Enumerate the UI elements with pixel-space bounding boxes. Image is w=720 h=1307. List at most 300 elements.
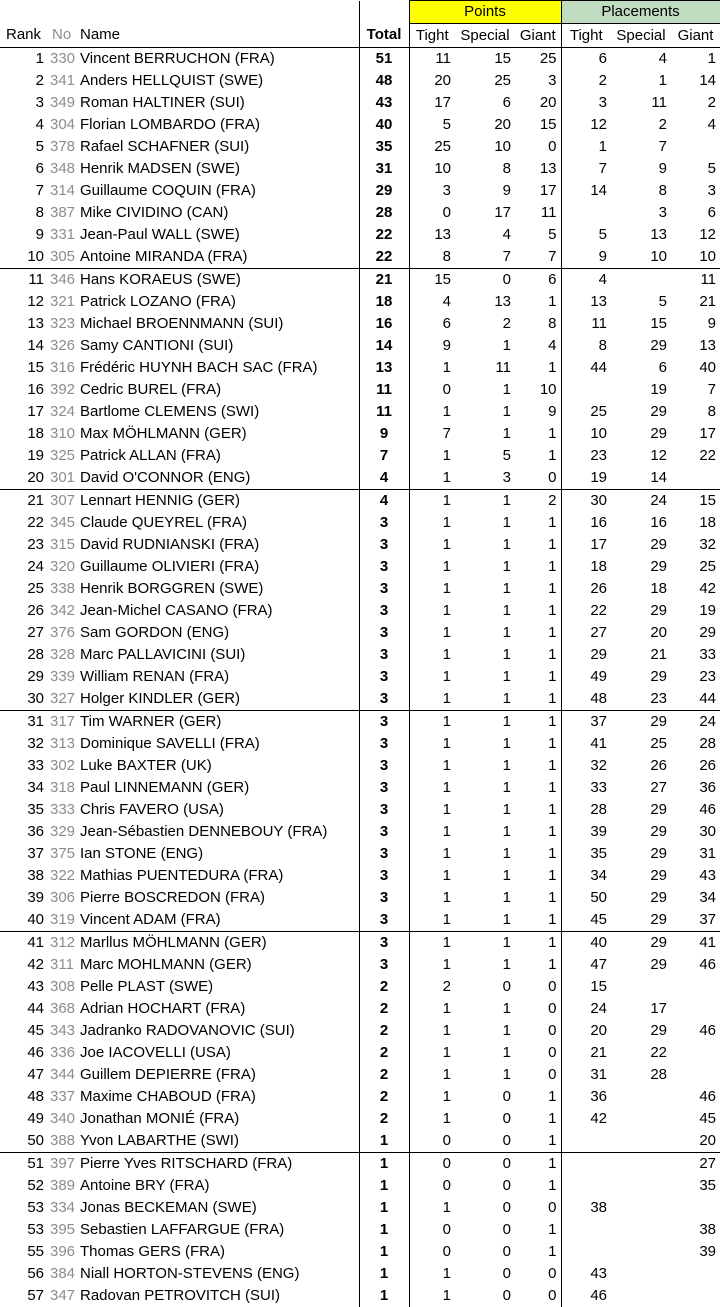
points-giant-cell: 3: [515, 70, 561, 92]
name-cell: Hans KORAEUS (SWE): [80, 269, 359, 292]
points-special-cell: 1: [455, 578, 515, 600]
name-cell: Paul LINNEMANN (GER): [80, 777, 359, 799]
placements-giant-cell: 19: [671, 600, 720, 622]
points-tight-cell: 1: [409, 490, 455, 513]
start-number-cell: 308: [48, 976, 80, 998]
placements-special-cell: 3: [611, 202, 671, 224]
name-cell: Guillaume OLIVIERI (FRA): [80, 556, 359, 578]
total-cell: 1: [359, 1263, 409, 1285]
points-special-cell: 1: [455, 556, 515, 578]
total-cell: 4: [359, 490, 409, 513]
points-tight-cell: 1: [409, 1285, 455, 1307]
points-tight-cell: 1: [409, 1064, 455, 1086]
placements-giant-cell: 12: [671, 224, 720, 246]
placements-special-cell: 29: [611, 954, 671, 976]
points-special-cell: 10: [455, 136, 515, 158]
name-cell: Maxime CHABOUD (FRA): [80, 1086, 359, 1108]
points-special-cell: 1: [455, 622, 515, 644]
placements-giant-cell: 28: [671, 733, 720, 755]
total-cell: 2: [359, 1020, 409, 1042]
placements-giant-cell: 14: [671, 70, 720, 92]
points-giant-cell: 1: [515, 291, 561, 313]
placements-tight-cell: 40: [561, 932, 611, 955]
table-row: [0, 490, 720, 513]
total-cell: 4: [359, 467, 409, 490]
points-tight-cell: 9: [409, 335, 455, 357]
placements-tight-cell: 5: [561, 224, 611, 246]
points-giant-cell: 1: [515, 1175, 561, 1197]
rank-cell: 39: [0, 887, 48, 909]
points-special-cell: 1: [455, 932, 515, 955]
points-special-cell: 20: [455, 114, 515, 136]
points-special-cell: 9: [455, 180, 515, 202]
start-number-cell: 324: [48, 401, 80, 423]
results-body: [0, 48, 720, 1307]
start-number-cell: 395: [48, 1219, 80, 1241]
points-giant-cell: 1: [515, 622, 561, 644]
total-cell: 3: [359, 556, 409, 578]
points-tight-cell: 1: [409, 1197, 455, 1219]
table-row: [0, 136, 720, 158]
points-group-header: Points: [409, 1, 561, 24]
name-cell: Ian STONE (ENG): [80, 843, 359, 865]
points-tight-cell: 15: [409, 269, 455, 292]
rank-cell: 53: [0, 1197, 48, 1219]
points-special-cell: 1: [455, 909, 515, 932]
start-number-cell: 388: [48, 1130, 80, 1153]
placements-tight-cell: 34: [561, 865, 611, 887]
total-cell: 2: [359, 1064, 409, 1086]
start-number-cell: 321: [48, 291, 80, 313]
table-row: [0, 1285, 720, 1307]
points-giant-cell: 9: [515, 401, 561, 423]
placements-giant-cell: 46: [671, 799, 720, 821]
points-special-cell: 4: [455, 224, 515, 246]
group-header-row: [0, 1, 720, 24]
points-tight-cell: 1: [409, 467, 455, 490]
total-cell: 3: [359, 534, 409, 556]
points-giant-cell: 1: [515, 666, 561, 688]
table-row: [0, 799, 720, 821]
name-cell: Henrik MADSEN (SWE): [80, 158, 359, 180]
table-row: [0, 1020, 720, 1042]
start-number-cell: 318: [48, 777, 80, 799]
total-cell: 31: [359, 158, 409, 180]
points-giant-cell: 1: [515, 1108, 561, 1130]
placements-special-cell: [611, 1241, 671, 1263]
table-row: [0, 821, 720, 843]
total-cell: 3: [359, 688, 409, 711]
placements-tight-cell: 25: [561, 401, 611, 423]
points-special-cell: 1: [455, 998, 515, 1020]
points-giant-cell: 1: [515, 688, 561, 711]
placements-tight-cell: 31: [561, 1064, 611, 1086]
rank-cell: 21: [0, 490, 48, 513]
rank-cell: 40: [0, 909, 48, 932]
table-row: [0, 423, 720, 445]
rank-cell: 12: [0, 291, 48, 313]
start-number-cell: 330: [48, 48, 80, 71]
placements-special-cell: 21: [611, 644, 671, 666]
points-tight-cell: 0: [409, 202, 455, 224]
table-row: [0, 998, 720, 1020]
rank-cell: 46: [0, 1042, 48, 1064]
rank-cell: 55: [0, 1241, 48, 1263]
points-tight-cell: 1: [409, 357, 455, 379]
total-cell: 43: [359, 92, 409, 114]
rank-cell: 38: [0, 865, 48, 887]
table-row: [0, 467, 720, 490]
name-cell: Vincent ADAM (FRA): [80, 909, 359, 932]
placements-giant-cell: 40: [671, 357, 720, 379]
rank-cell: 52: [0, 1175, 48, 1197]
name-header: Name: [80, 24, 359, 48]
points-special-cell: 1: [455, 401, 515, 423]
points-tight-cell: 20: [409, 70, 455, 92]
table-row: [0, 445, 720, 467]
points-giant-cell: 0: [515, 1263, 561, 1285]
table-row: [0, 269, 720, 292]
table-row: [0, 202, 720, 224]
placements-giant-cell: 42: [671, 578, 720, 600]
points-giant-cell: 1: [515, 1086, 561, 1108]
points-giant-cell: 8: [515, 313, 561, 335]
placements-tight-cell: 37: [561, 711, 611, 734]
points-giant-cell: 0: [515, 998, 561, 1020]
rank-cell: 53: [0, 1219, 48, 1241]
placements-group-header: Placements: [561, 1, 720, 24]
points-special-cell: 8: [455, 158, 515, 180]
points-giant-cell: 1: [515, 909, 561, 932]
points-tight-cell: 1: [409, 1042, 455, 1064]
placements-giant-cell: 23: [671, 666, 720, 688]
points-tight-cell: 1: [409, 909, 455, 932]
points-tight-cell: 17: [409, 92, 455, 114]
placements-giant-cell: [671, 976, 720, 998]
points-tight-cell: 1: [409, 777, 455, 799]
points-giant-cell: 1: [515, 799, 561, 821]
points-special-cell: 1: [455, 821, 515, 843]
total-cell: 3: [359, 777, 409, 799]
start-number-cell: 310: [48, 423, 80, 445]
placements-special-cell: 10: [611, 246, 671, 269]
points-giant-cell: 1: [515, 755, 561, 777]
points-special-cell: 1: [455, 777, 515, 799]
name-cell: Pierre Yves RITSCHARD (FRA): [80, 1153, 359, 1176]
name-cell: Lennart HENNIG (GER): [80, 490, 359, 513]
total-cell: 2: [359, 998, 409, 1020]
points-giant-cell: 1: [515, 777, 561, 799]
start-number-cell: 312: [48, 932, 80, 955]
points-tight-cell: 0: [409, 1130, 455, 1153]
points-tight-cell: 1: [409, 666, 455, 688]
points-tight-cell: 1: [409, 600, 455, 622]
placements-giant-cell: 24: [671, 711, 720, 734]
placements-tight-cell: [561, 1130, 611, 1153]
rank-cell: 8: [0, 202, 48, 224]
placements-tight-cell: 38: [561, 1197, 611, 1219]
placements-giant-cell: 39: [671, 1241, 720, 1263]
points-giant-cell: 1: [515, 445, 561, 467]
points-tight-cell: 1: [409, 1108, 455, 1130]
placements-giant-cell: 32: [671, 534, 720, 556]
rank-cell: 11: [0, 269, 48, 292]
total-cell: 3: [359, 666, 409, 688]
name-cell: Radovan PETROVITCH (SUI): [80, 1285, 359, 1307]
name-cell: Tim WARNER (GER): [80, 711, 359, 734]
start-number-cell: 316: [48, 357, 80, 379]
placements-tight-cell: [561, 1153, 611, 1176]
placements-tight-cell: 50: [561, 887, 611, 909]
placements-special-cell: [611, 1285, 671, 1307]
points-giant-cell: 6: [515, 269, 561, 292]
points-special-header: Special: [455, 24, 515, 48]
placements-giant-cell: 29: [671, 622, 720, 644]
start-number-cell: 392: [48, 379, 80, 401]
total-cell: 3: [359, 799, 409, 821]
points-special-cell: 13: [455, 291, 515, 313]
points-giant-cell: 15: [515, 114, 561, 136]
points-special-cell: 0: [455, 1197, 515, 1219]
total-cell: 16: [359, 313, 409, 335]
points-special-cell: 1: [455, 534, 515, 556]
total-cell: 18: [359, 291, 409, 313]
table-row: [0, 401, 720, 423]
placements-tight-cell: 19: [561, 467, 611, 490]
name-cell: Florian LOMBARDO (FRA): [80, 114, 359, 136]
name-cell: Claude QUEYREL (FRA): [80, 512, 359, 534]
points-tight-cell: 1: [409, 755, 455, 777]
placements-tight-cell: 49: [561, 666, 611, 688]
rank-cell: 17: [0, 401, 48, 423]
points-giant-cell: 1: [515, 556, 561, 578]
placements-special-cell: [611, 1263, 671, 1285]
placements-special-cell: 5: [611, 291, 671, 313]
start-number-cell: 397: [48, 1153, 80, 1176]
points-tight-cell: 0: [409, 1241, 455, 1263]
total-cell: 2: [359, 1042, 409, 1064]
placements-special-cell: 28: [611, 1064, 671, 1086]
table-row: [0, 622, 720, 644]
name-cell: Michael BROENNMANN (SUI): [80, 313, 359, 335]
points-special-cell: 3: [455, 467, 515, 490]
points-special-cell: 1: [455, 711, 515, 734]
rank-cell: 56: [0, 1263, 48, 1285]
placements-giant-cell: 9: [671, 313, 720, 335]
placements-special-cell: 17: [611, 998, 671, 1020]
rank-cell: 15: [0, 357, 48, 379]
start-number-cell: 306: [48, 887, 80, 909]
placements-special-cell: [611, 1108, 671, 1130]
placements-tight-cell: 21: [561, 1042, 611, 1064]
table-row: [0, 644, 720, 666]
table-row: [0, 379, 720, 401]
placements-tight-cell: 11: [561, 313, 611, 335]
placements-giant-cell: 30: [671, 821, 720, 843]
start-number-cell: 396: [48, 1241, 80, 1263]
start-number-cell: 368: [48, 998, 80, 1020]
rank-cell: 7: [0, 180, 48, 202]
total-cell: 11: [359, 379, 409, 401]
placements-tight-cell: 3: [561, 92, 611, 114]
placements-giant-cell: 46: [671, 954, 720, 976]
rank-cell: 51: [0, 1153, 48, 1176]
points-tight-cell: 8: [409, 246, 455, 269]
points-special-cell: 1: [455, 644, 515, 666]
rank-cell: 50: [0, 1130, 48, 1153]
points-tight-cell: 1: [409, 622, 455, 644]
points-tight-cell: 6: [409, 313, 455, 335]
points-special-cell: 0: [455, 1086, 515, 1108]
placements-giant-cell: 44: [671, 688, 720, 711]
points-giant-cell: 1: [515, 578, 561, 600]
points-giant-cell: 1: [515, 932, 561, 955]
placements-tight-cell: [561, 1175, 611, 1197]
rank-cell: 10: [0, 246, 48, 269]
name-cell: David O'CONNOR (ENG): [80, 467, 359, 490]
table-row: [0, 711, 720, 734]
placements-special-cell: 24: [611, 490, 671, 513]
placements-tight-cell: 48: [561, 688, 611, 711]
points-giant-cell: 1: [515, 711, 561, 734]
placements-special-cell: [611, 269, 671, 292]
start-number-cell: 322: [48, 865, 80, 887]
placements-special-cell: 27: [611, 777, 671, 799]
points-special-cell: 2: [455, 313, 515, 335]
start-number-cell: 341: [48, 70, 80, 92]
points-special-cell: 1: [455, 755, 515, 777]
points-giant-header: Giant: [515, 24, 561, 48]
rank-cell: 2: [0, 70, 48, 92]
start-number-cell: 302: [48, 755, 80, 777]
start-number-cell: 345: [48, 512, 80, 534]
total-cell: 48: [359, 70, 409, 92]
placements-giant-cell: 6: [671, 202, 720, 224]
points-tight-cell: 1: [409, 821, 455, 843]
rank-cell: 32: [0, 733, 48, 755]
placements-tight-cell: 39: [561, 821, 611, 843]
placements-giant-cell: 26: [671, 755, 720, 777]
start-number-cell: 336: [48, 1042, 80, 1064]
placements-special-cell: [611, 1086, 671, 1108]
start-number-cell: 384: [48, 1263, 80, 1285]
start-number-cell: 338: [48, 578, 80, 600]
placements-giant-cell: 38: [671, 1219, 720, 1241]
placements-giant-cell: 18: [671, 512, 720, 534]
rank-cell: 13: [0, 313, 48, 335]
total-cell: 51: [359, 48, 409, 71]
points-giant-cell: 1: [515, 644, 561, 666]
total-cell: 7: [359, 445, 409, 467]
points-special-cell: 0: [455, 1108, 515, 1130]
placements-special-cell: 29: [611, 887, 671, 909]
name-cell: Chris FAVERO (USA): [80, 799, 359, 821]
blank-cell: [80, 1, 359, 24]
total-cell: 2: [359, 1108, 409, 1130]
name-cell: Max MÖHLMANN (GER): [80, 423, 359, 445]
points-giant-cell: 1: [515, 1130, 561, 1153]
start-number-cell: 375: [48, 843, 80, 865]
total-cell: 2: [359, 976, 409, 998]
placements-special-cell: 2: [611, 114, 671, 136]
total-cell: 3: [359, 909, 409, 932]
points-tight-cell: 0: [409, 1219, 455, 1241]
points-tight-cell: 5: [409, 114, 455, 136]
placements-special-cell: 29: [611, 1020, 671, 1042]
points-tight-cell: 1: [409, 556, 455, 578]
blank-cell: [0, 1, 48, 24]
rank-cell: 4: [0, 114, 48, 136]
name-cell: Roman HALTINER (SUI): [80, 92, 359, 114]
rank-cell: 37: [0, 843, 48, 865]
rank-cell: 30: [0, 688, 48, 711]
placements-giant-cell: 46: [671, 1086, 720, 1108]
points-special-cell: 0: [455, 1285, 515, 1307]
start-number-cell: 329: [48, 821, 80, 843]
total-cell: 29: [359, 180, 409, 202]
name-cell: Guillem DEPIERRE (FRA): [80, 1064, 359, 1086]
table-row: [0, 158, 720, 180]
points-giant-cell: 0: [515, 467, 561, 490]
name-cell: Bartlome CLEMENS (SWI): [80, 401, 359, 423]
placements-tight-cell: 12: [561, 114, 611, 136]
start-number-cell: 339: [48, 666, 80, 688]
placements-tight-cell: 9: [561, 246, 611, 269]
placements-tight-cell: 17: [561, 534, 611, 556]
rank-cell: 6: [0, 158, 48, 180]
table-row: [0, 556, 720, 578]
points-special-cell: 1: [455, 799, 515, 821]
table-row: [0, 180, 720, 202]
placements-tight-cell: 22: [561, 600, 611, 622]
points-giant-cell: 1: [515, 843, 561, 865]
points-giant-cell: 4: [515, 335, 561, 357]
placements-special-cell: 29: [611, 423, 671, 445]
table-row: [0, 578, 720, 600]
table-row: [0, 48, 720, 71]
name-cell: Sebastien LAFFARGUE (FRA): [80, 1219, 359, 1241]
start-number-cell: 349: [48, 92, 80, 114]
placements-special-cell: 19: [611, 379, 671, 401]
points-giant-cell: 0: [515, 976, 561, 998]
name-cell: Jonathan MONIÉ (FRA): [80, 1108, 359, 1130]
points-special-cell: 1: [455, 887, 515, 909]
start-number-cell: 304: [48, 114, 80, 136]
placements-special-cell: 29: [611, 821, 671, 843]
total-cell: 3: [359, 622, 409, 644]
points-special-cell: 15: [455, 48, 515, 71]
placements-special-cell: 29: [611, 799, 671, 821]
points-special-cell: 1: [455, 733, 515, 755]
rank-cell: 36: [0, 821, 48, 843]
name-cell: Antoine MIRANDA (FRA): [80, 246, 359, 269]
start-number-cell: 323: [48, 313, 80, 335]
placements-giant-cell: 11: [671, 269, 720, 292]
points-tight-cell: 11: [409, 48, 455, 71]
placements-tight-cell: 46: [561, 1285, 611, 1307]
table-row: [0, 114, 720, 136]
points-giant-cell: 1: [515, 1241, 561, 1263]
blank-cell: [359, 1, 409, 24]
placements-tight-cell: 15: [561, 976, 611, 998]
placements-giant-header: Giant: [671, 24, 720, 48]
rank-cell: 31: [0, 711, 48, 734]
points-tight-cell: 0: [409, 1153, 455, 1176]
placements-giant-cell: [671, 1285, 720, 1307]
placements-special-cell: [611, 1197, 671, 1219]
rank-cell: 48: [0, 1086, 48, 1108]
rank-cell: 28: [0, 644, 48, 666]
